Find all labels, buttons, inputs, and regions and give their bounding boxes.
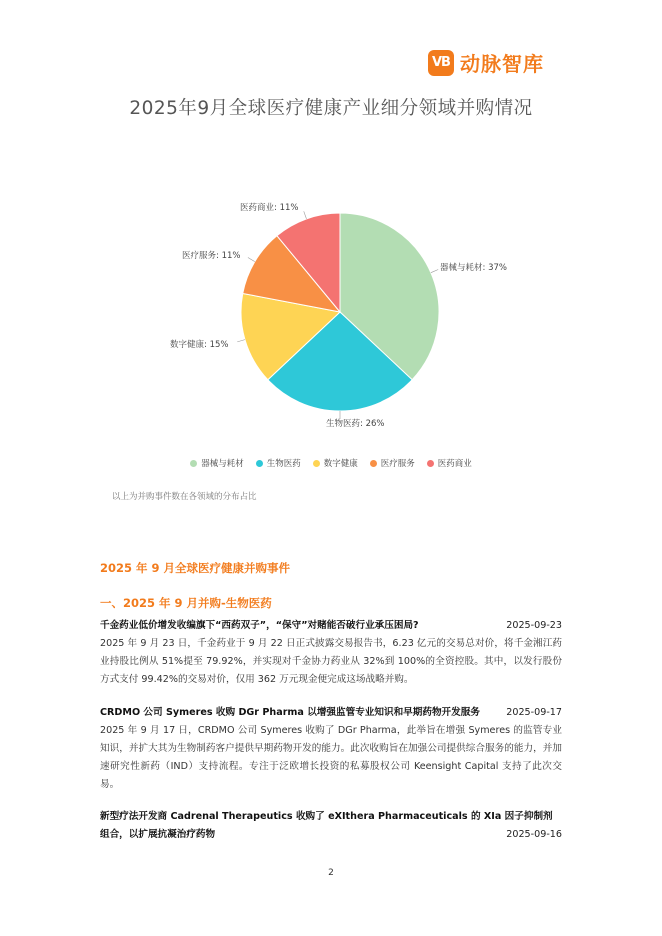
- logo-icon: VB: [428, 50, 454, 76]
- legend-label: 医疗服务: [380, 459, 415, 469]
- legend-item: [256, 457, 301, 469]
- legend-item: [370, 457, 415, 469]
- article-title[interactable]: CRDMO 公司 Symeres 收购 DGr Pharma 以增强监管专业知识和早期药物开发服务: [100, 707, 480, 718]
- leader-line: [237, 340, 245, 342]
- article-date: 2025-09-23: [506, 620, 562, 631]
- slice-label: 医药商业: 11%: [240, 203, 299, 213]
- legend-swatch: [427, 460, 434, 467]
- section-title: 2025 年 9 月全球医疗健康并购事件: [100, 561, 291, 575]
- leader-line: [248, 258, 255, 262]
- legend-label: 器械与耗材: [201, 459, 244, 469]
- legend-label: 医药商业: [437, 459, 472, 469]
- news-article: [100, 704, 562, 794]
- leader-line: [431, 270, 438, 273]
- news-article: [100, 617, 562, 689]
- slice-label: 医疗服务: 11%: [182, 251, 241, 261]
- article-body: 2025 年 9 月 17 日，CRDMO 公司 Symeres 收购了 DGr Pharma，此举旨在增强 Symeres 的监管专业知识，并扩大其为生物制药客户提供早期药物开发的能力。此次收购旨在加强公司提供综合服务的能力，并加速研究性新药（IND）支持流程。专注于泛欧增长投资的私募股权公司 Keensight Capital 支持了此次交易。: [100, 725, 562, 790]
- logo-text: 动脉智库: [460, 52, 544, 76]
- legend-swatch: [370, 460, 377, 467]
- legend-item: [313, 457, 358, 469]
- article-body: 2025 年 9 月 23 日，千金药业于 9 月 22 日正式披露交易报告书，6.23 亿元的交易总对价，将千金湘江药业持股比例从 51%提至 79.92%，并实现对千金协力药业从 32%到 100%的全资控股。其中，以发行股份方式支付 99.42%的交易对价，仅用 362 万元现金便完成这场战略并购。: [100, 638, 562, 685]
- slice-label: 生物医药: 26%: [326, 419, 385, 429]
- page-title: 2025年9月全球医疗健康产业细分领域并购情况: [129, 98, 533, 119]
- legend-swatch: [256, 460, 263, 467]
- slice-label: 器械与耗材: 37%: [440, 263, 507, 273]
- chart-legend: [0, 457, 662, 469]
- slice-label: 数字健康: 15%: [170, 340, 229, 350]
- legend-item: [427, 457, 472, 469]
- article-title[interactable]: 新型疗法开发商 Cadrenal Therapeutics 收购了 eXIthera Pharmaceuticals 的 XIa 因子抑制剂组合，以扩展抗凝治疗药物: [100, 811, 553, 840]
- news-article: [100, 808, 562, 844]
- article-date: 2025-09-17: [506, 707, 562, 718]
- page-number: 2: [328, 868, 334, 878]
- legend-label: 数字健康: [323, 459, 358, 469]
- article-header: [100, 617, 562, 635]
- article-title[interactable]: 千金药业低价增发收编旗下“西药双子”，“保守”对赌能否破行业承压困局?: [100, 620, 419, 631]
- legend-swatch: [313, 460, 320, 467]
- brand-logo: [428, 48, 544, 77]
- legend-item: [190, 457, 244, 469]
- article-header: [100, 704, 562, 722]
- subsection-title: 一、2025 年 9 月并购-生物医药: [100, 596, 272, 610]
- legend-label: 生物医药: [266, 459, 301, 469]
- article-date: 2025-09-16: [506, 829, 562, 840]
- legend-swatch: [190, 460, 197, 467]
- chart-note: 以上为并购事件数在各领域的分布占比: [112, 492, 257, 502]
- pie-chart: [160, 192, 507, 432]
- leader-line: [304, 211, 307, 219]
